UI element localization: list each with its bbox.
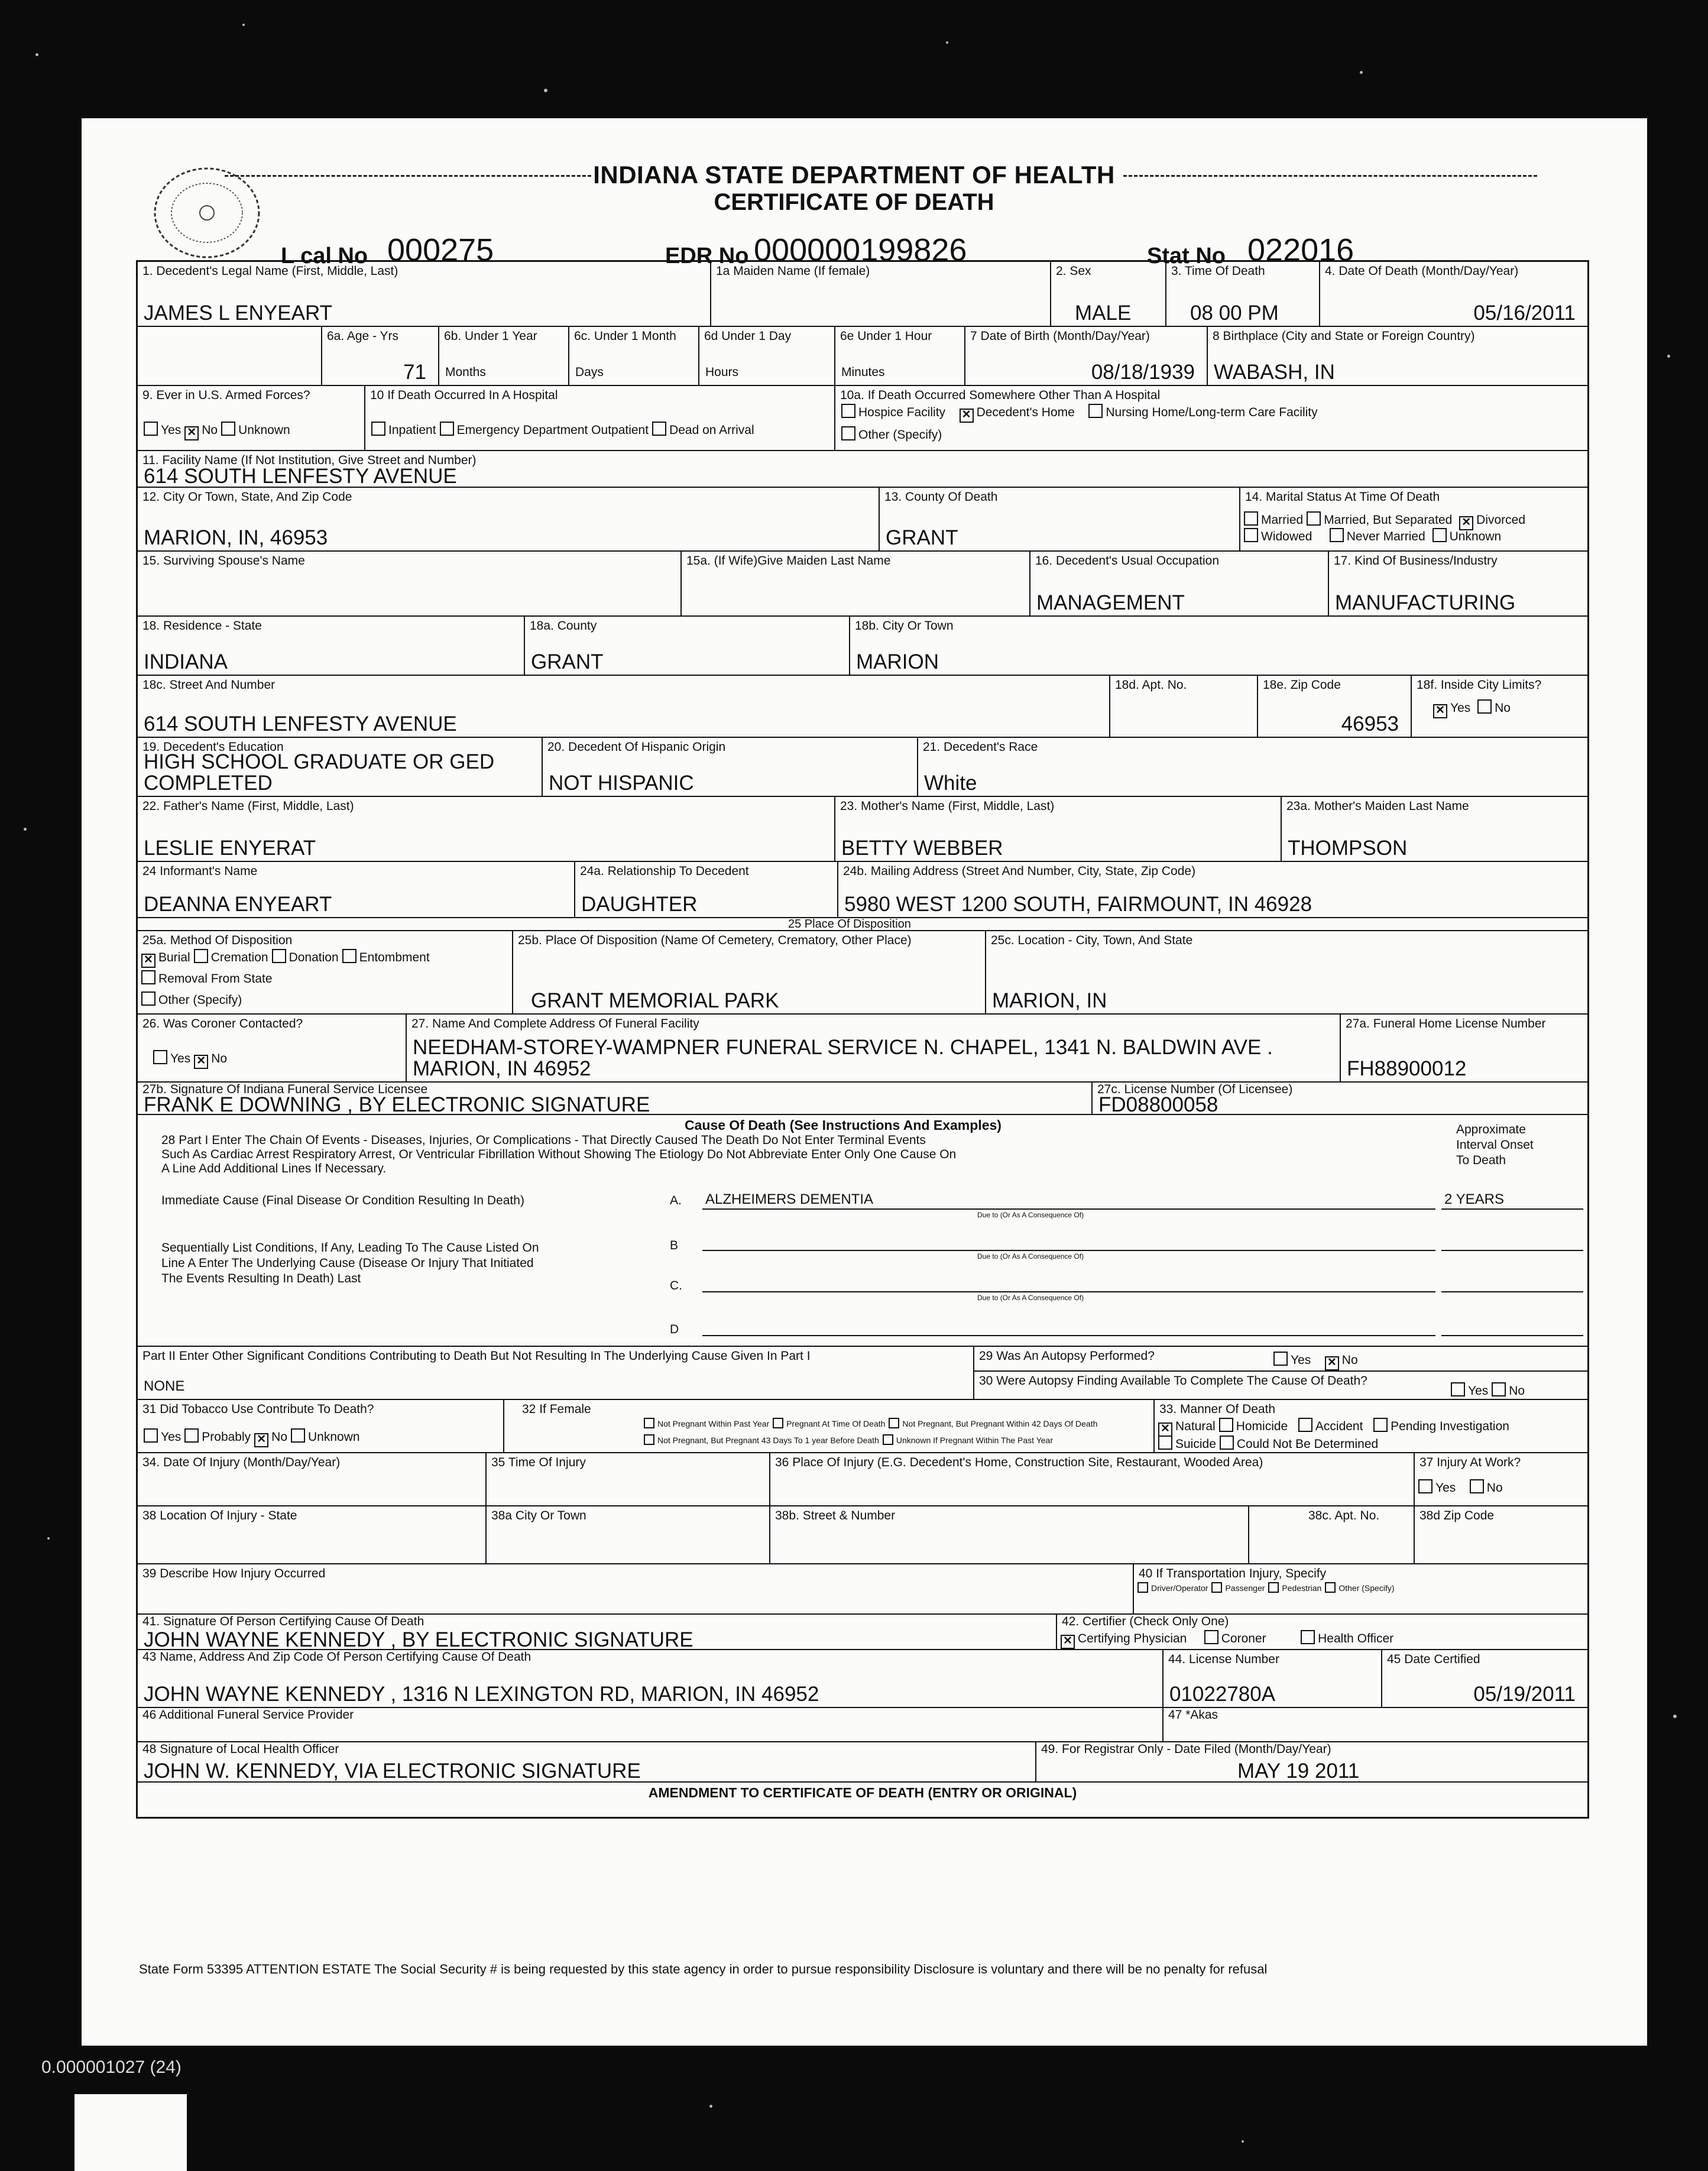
field-18c: 18c. Street And Number 614 SOUTH LENFESTY AVENUE <box>138 676 1110 738</box>
time-of-death: 08 00 PM <box>1190 302 1279 325</box>
informant-address: 5980 WEST 1200 SOUTH, FAIRMOUNT, IN 46928 <box>844 893 1312 916</box>
field-6d: 6d Under 1 Day Hours <box>699 327 835 386</box>
field-1: 1. Decedent's Legal Name (First, Middle, Last) JAMES L ENYEART <box>138 262 711 327</box>
field-14: 14. Marital Status At Time Of Death Married Married, But Separated ✕ Divorced Widowed Never Married Unknown <box>1240 488 1587 552</box>
certifier-license: 01022780A <box>1169 1683 1276 1706</box>
field-21: 21. Decedent's Race White <box>918 738 1587 797</box>
licensee-number: FD08800058 <box>1098 1093 1218 1116</box>
decedent-name: JAMES L ENYEART <box>144 302 332 325</box>
field-45: 45 Date Certified 05/19/2011 <box>1382 1650 1587 1708</box>
form-title: INDIANA STATE DEPARTMENT OF HEALTH <box>593 161 1115 189</box>
field-47: 47 *Akas <box>1163 1708 1587 1742</box>
field-18f: 18f. Inside City Limits? ✕ Yes No <box>1412 676 1587 738</box>
field-34: 34. Date Of Injury (Month/Day/Year) <box>138 1453 487 1506</box>
field-41: 41. Signature Of Person Certifying Cause Of Death JOHN WAYNE KENNEDY , BY ELECTRONIC SIGNATURE <box>138 1615 1057 1650</box>
field-20: 20. Decedent Of Hispanic Origin NOT HISPANIC <box>543 738 918 797</box>
field-15: 15. Surviving Spouse's Name <box>138 552 682 617</box>
field-8: 8 Birthplace (City and State or Foreign Country) WABASH, IN <box>1208 327 1587 386</box>
health-officer-signature: JOHN W. KENNEDY, VIA ELECTRONIC SIGNATURE <box>144 1760 641 1783</box>
occupation: MANAGEMENT <box>1036 591 1185 614</box>
field-18b: 18b. City Or Town MARION <box>850 617 1587 676</box>
field-18d: 18d. Apt. No. <box>1110 676 1258 738</box>
document-id: 0.000001027 (24) <box>41 2057 182 2077</box>
field-6b: 6b. Under 1 Year Months <box>439 327 569 386</box>
field-18e: 18e. Zip Code 46953 <box>1258 676 1412 738</box>
mother-maiden-name: THOMPSON <box>1288 837 1408 860</box>
field-25c: 25c. Location - City, Town, And State MARION, IN <box>986 930 1587 1015</box>
field-38c: 38c. Apt. No. <box>1249 1506 1415 1564</box>
funeral-facility: NEEDHAM-STOREY-WAMPNER FUNERAL SERVICE N. CHAPEL, 1341 N. BALDWIN AVE . <box>413 1036 1273 1059</box>
field-27b: 27b. Signature Of Indiana Funeral Service Licensee FRANK E DOWNING , BY ELECTRONIC SIGNATURE <box>138 1083 1093 1115</box>
field-38d: 38d Zip Code <box>1415 1506 1587 1564</box>
date-filed: MAY 19 2011 <box>1237 1760 1360 1783</box>
field-37: 37 Injury At Work? Yes No <box>1415 1453 1587 1506</box>
field-48: 48 Signature of Local Health Officer JOHN W. KENNEDY, VIA ELECTRONIC SIGNATURE <box>138 1742 1036 1783</box>
residence-street: 614 SOUTH LENFESTY AVENUE <box>144 712 457 735</box>
field-15a: 15a. (If Wife)Give Maiden Last Name <box>682 552 1030 617</box>
residence-state: INDIANA <box>144 650 228 673</box>
age-years: 71 <box>403 361 426 384</box>
field-6a: 6a. Age - Yrs 71 <box>321 327 439 386</box>
hispanic-origin: NOT HISPANIC <box>549 772 694 795</box>
field-42: 42. Certifier (Check Only One) ✕ Certifying Physician Coroner Health Officer <box>1057 1615 1587 1650</box>
field-part2: Part II Enter Other Significant Conditions Contributing to Death But Not Resulting In The Underlying Cause Given In Part I NONE <box>138 1347 974 1400</box>
corner-label-patch <box>74 2094 187 2171</box>
field-38: 38 Location Of Injury - State <box>138 1506 487 1564</box>
certifier-signature: JOHN WAYNE KENNEDY , BY ELECTRONIC SIGNATURE <box>144 1628 693 1651</box>
field-13: 13. County Of Death GRANT <box>880 488 1240 552</box>
field-31: 31 Did Tobacco Use Contribute To Death? Yes Probably ✕ No Unknown <box>138 1400 504 1453</box>
field-19: 19. Decedent's Education HIGH SCHOOL GRADUATE OR GED COMPLETED <box>138 738 543 797</box>
funeral-facility-city: MARION, IN 46952 <box>413 1057 591 1080</box>
cause-a-value: ALZHEIMERS DEMENTIA <box>705 1191 874 1207</box>
sex-value: MALE <box>1075 302 1132 325</box>
field-10: 10 If Death Occurred In A Hospital Inpatient Emergency Department Outpatient Dead on Arrival <box>365 386 835 451</box>
field-38a: 38a City Or Town <box>487 1506 770 1564</box>
informant-name: DEANNA ENYEART <box>144 893 332 916</box>
field-6c: 6c. Under 1 Month Days <box>569 327 699 386</box>
education-line1: HIGH SCHOOL GRADUATE OR GED <box>144 750 495 773</box>
field-4: 4. Date Of Death (Month/Day/Year) 05/16/2011 <box>1320 262 1587 327</box>
industry: MANUFACTURING <box>1335 591 1516 614</box>
date-of-death: 05/16/2011 <box>1473 302 1576 325</box>
stat-no: 022016 <box>1247 232 1354 268</box>
field-16: 16. Decedent's Usual Occupation MANAGEMENT <box>1030 552 1329 617</box>
date-certified: 05/19/2011 <box>1473 1683 1576 1706</box>
field-25b: 25b. Place Of Disposition (Name Of Cemetery, Crematory, Other Place) GRANT MEMORIAL PARK <box>513 930 986 1015</box>
cause-of-death-section: Cause Of Death (See Instructions And Examples) 28 Part I Enter The Chain Of Events - Diseases, Injuries, Or Complications - That Directly Caused The Death Do Not Enter Terminal Events Such As Cardiac Arrest Respiratory Arrest, Or Ventricular Fibrillation Without Showing The Etiology Do Not Abbreviate Enter Only One Cause On A Line Add Additional Lines If Necessary. Approximate Interval Onset To Death Immediate Cause (Final Disease Or Condition Resulting In Death) Sequentially List Conditions, If Any, Leading To The Cause Listed On Line A Enter The Underlying Cause (Disease Or Injury That Initiated The Events Resulting In Death) Last A. B C. D ALZHEIMERS DEMENTIA 2 YEARS Due to (Or As A Consequence Of) Due to (Or As A Consequence Of) Due to (Or As A Consequence Of) <box>138 1115 1587 1347</box>
field-23: 23. Mother's Name (First, Middle, Last) BETTY WEBBER <box>835 797 1282 862</box>
edr-no: 000000199826 <box>754 232 967 268</box>
field-18: 18. Residence - State INDIANA <box>138 617 525 676</box>
amendment-title: AMENDMENT TO CERTIFICATE OF DEATH (ENTRY OR ORIGINAL) <box>648 1785 1077 1800</box>
residence-city: MARION <box>856 650 939 673</box>
field-25a: 25a. Method Of Disposition ✕ Burial Cremation Donation Entombment Removal From State Other (Specify) <box>138 930 513 1015</box>
field-10a: 10a. If Death Occurred Somewhere Other Than A Hospital Hospice Facility ✕ Decedent's Home Nursing Home/Long-term Care Facility Other (Specify) <box>835 386 1587 451</box>
birthplace: WABASH, IN <box>1214 361 1335 384</box>
local-no: 000275 <box>387 232 494 268</box>
field-24b: 24b. Mailing Address (Street And Number, City, State, Zip Code) 5980 WEST 1200 SOUTH, FAIRMOUNT, IN 46928 <box>838 862 1587 918</box>
field-12: 12. City Or Town, State, And Zip Code MARION, IN, 46953 <box>138 488 880 552</box>
field-44: 44. License Number 01022780A <box>1163 1650 1382 1708</box>
funeral-home-license: FH88900012 <box>1347 1057 1467 1080</box>
field-39: 39 Describe How Injury Occurred <box>138 1564 1134 1615</box>
death-county: GRANT <box>886 526 958 549</box>
row2-spacer <box>138 327 321 386</box>
certificate-form <box>136 260 1589 1819</box>
field-33: 33. Manner Of Death ✕ Natural Homicide Accident Pending Investigation Suicide Could Not Be Determined <box>1155 1400 1587 1453</box>
field-22: 22. Father's Name (First, Middle, Last) LESLIE ENYERAT <box>138 797 835 862</box>
field-49: 49. For Registrar Only - Date Filed (Month/Day/Year) MAY 19 2011 <box>1036 1742 1587 1783</box>
form-subtitle: CERTIFICATE OF DEATH <box>714 189 994 215</box>
funeral-licensee-signature: FRANK E DOWNING , BY ELECTRONIC SIGNATURE <box>144 1093 650 1116</box>
education-line2: COMPLETED <box>144 772 273 795</box>
field-24: 24 Informant's Name DEANNA ENYEART <box>138 862 575 918</box>
field-43: 43 Name, Address And Zip Code Of Person Certifying Cause Of Death JOHN WAYNE KENNEDY , 1316 N LEXINGTON RD, MARION, IN 46952 <box>138 1650 1163 1708</box>
race: White <box>924 772 977 795</box>
field-29: 29 Was An Autopsy Performed? Yes ✕ No <box>974 1347 1587 1372</box>
field-11: 11. Facility Name (If Not Institution, Give Street and Number) 614 SOUTH LENFESTY AVENUE <box>138 451 1587 488</box>
date-of-birth: 08/18/1939 <box>1091 361 1195 384</box>
facility-name: 614 SOUTH LENFESTY AVENUE <box>144 465 457 488</box>
informant-relationship: DAUGHTER <box>581 893 698 916</box>
field-27: 27. Name And Complete Address Of Funeral Facility NEEDHAM-STOREY-WAMPNER FUNERAL SERVICE N. CHAPEL, 1341 N. BALDWIN AVE . MARION, IN 46952 <box>407 1015 1341 1083</box>
field-30: 30 Were Autopsy Finding Available To Complete The Cause Of Death? Yes No <box>974 1372 1587 1400</box>
field-3: 3. Time Of Death 08 00 PM <box>1166 262 1320 327</box>
disposition-place: GRANT MEMORIAL PARK <box>531 989 779 1012</box>
local-no-label: L cal No <box>281 244 368 268</box>
certifier-name-address: JOHN WAYNE KENNEDY , 1316 N LEXINGTON RD, MARION, IN 46952 <box>144 1683 819 1706</box>
field-40: 40 If Transportation Injury, Specify Driver/Operator Passenger Pedestrian Other (Specify) <box>1134 1564 1587 1615</box>
field-26: 26. Was Coroner Contacted? Yes ✕ No <box>138 1015 407 1083</box>
footer-note: State Form 53395 ATTENTION ESTATE The Social Security # is being requested by this state agency in order to pursue responsibility Disclosure is voluntary and there will be no penalty for refusal <box>139 1962 1268 1976</box>
field-24a: 24a. Relationship To Decedent DAUGHTER <box>575 862 838 918</box>
field-7: 7 Date of Birth (Month/Day/Year) 08/18/1939 <box>965 327 1208 386</box>
field-2: 2. Sex MALE <box>1051 262 1166 327</box>
mother-name: BETTY WEBBER <box>841 837 1003 860</box>
field-35: 35 Time Of Injury <box>487 1453 770 1506</box>
field-9: 9. Ever in U.S. Armed Forces? Yes ✕ No Unknown <box>138 386 365 451</box>
field-36: 36 Place Of Injury (E.G. Decedent's Home, Construction Site, Restaurant, Wooded Area) <box>770 1453 1415 1506</box>
field-23a: 23a. Mother's Maiden Last Name THOMPSON <box>1282 797 1587 862</box>
field-38b: 38b. Street & Number <box>770 1506 1249 1564</box>
edr-no-label: EDR No <box>665 244 749 268</box>
residence-zip: 46953 <box>1341 712 1399 735</box>
cause-title: Cause Of Death (See Instructions And Examples) <box>685 1117 1002 1133</box>
stat-no-label: Stat No <box>1147 244 1226 268</box>
death-city: MARION, IN, 46953 <box>144 526 328 549</box>
field-27c: 27c. License Number (Of Licensee) FD08800058 <box>1093 1083 1587 1115</box>
field-25: 25 Place Of Disposition <box>788 918 911 931</box>
disposition-location: MARION, IN <box>992 989 1107 1012</box>
field-6e: 6e Under 1 Hour Minutes <box>835 327 965 386</box>
field-1a: 1a Maiden Name (If female) <box>711 262 1051 327</box>
field-46: 46 Additional Funeral Service Provider <box>138 1708 1163 1742</box>
father-name: LESLIE ENYERAT <box>144 837 316 860</box>
field-17: 17. Kind Of Business/Industry MANUFACTURING <box>1329 552 1587 617</box>
field-27a: 27a. Funeral Home License Number FH88900012 <box>1341 1015 1587 1083</box>
part2-value: NONE <box>144 1378 185 1394</box>
field-18a: 18a. County GRANT <box>525 617 850 676</box>
cause-a-interval: 2 YEARS <box>1444 1191 1504 1207</box>
residence-county: GRANT <box>531 650 604 673</box>
field-32: 32 If Female Not Pregnant Within Past Year Pregnant At Time Of Death Not Pregnant, But Pregnant Within 42 Days Of Death Not Pregnant, But Pregnant 43 Days To 1 year Before Death Unknown If Pregnant Within The Past Year <box>504 1400 1155 1453</box>
